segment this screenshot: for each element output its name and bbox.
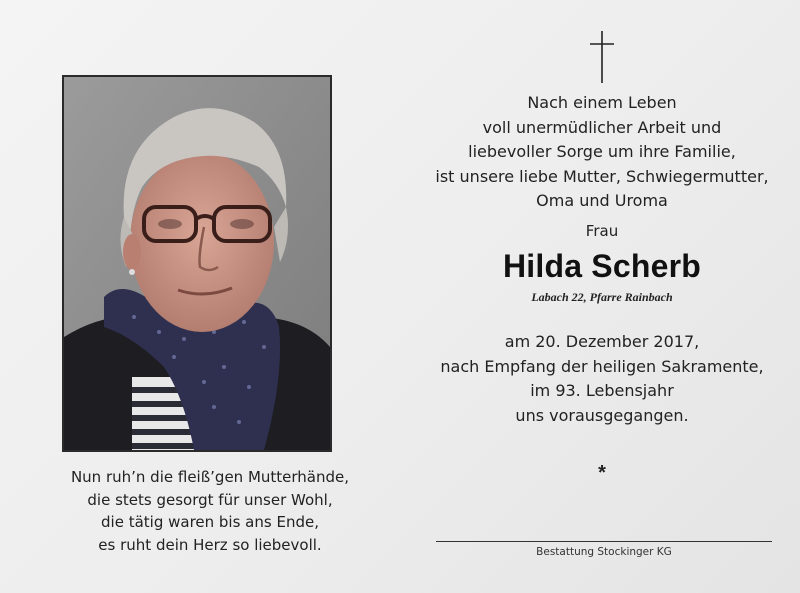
salutation: Frau xyxy=(585,222,619,240)
intro-line: Nach einem Leben xyxy=(527,93,677,112)
verse-line: es ruht dein Herz so liebevoll. xyxy=(98,535,322,554)
undertaker-name: Bestattung Stockinger KG xyxy=(536,546,672,558)
intro-line: ist unsere liebe Mutter, Schwiegermutter, xyxy=(435,166,769,186)
death-line: nach Empfang der heiligen Sakramente, xyxy=(440,356,764,376)
intro-line: Oma und Uroma xyxy=(536,191,668,210)
verse-line: die stets gesorgt für unser Wohl, xyxy=(87,490,333,509)
birth-symbol: * xyxy=(598,462,606,484)
intro-line: voll unermüdlicher Arbeit und xyxy=(482,117,722,137)
footer-divider xyxy=(436,541,772,542)
death-notice xyxy=(430,330,774,428)
death-line: uns vorausgegangen. xyxy=(515,405,689,425)
deceased-name: Hilda Scherb xyxy=(502,248,701,284)
intro-line: liebevoller Sorge um ihre Familie, xyxy=(468,142,736,161)
obituary-intro xyxy=(430,91,774,214)
death-line: am 20. Dezember 2017, xyxy=(504,332,700,351)
cross-icon xyxy=(588,30,616,84)
death-line: im 93. Lebensjahr xyxy=(530,381,674,400)
portrait-image xyxy=(64,77,330,450)
verse-line: die tätig waren bis ans Ende, xyxy=(101,513,319,531)
deceased-address: Labach 22, Pfarre Rainbach xyxy=(531,290,673,304)
verse-line: Nun ruh’n die fleiß’gen Mutterhände, xyxy=(70,468,350,486)
portrait-photo xyxy=(62,75,332,452)
memorial-verse xyxy=(40,466,380,556)
